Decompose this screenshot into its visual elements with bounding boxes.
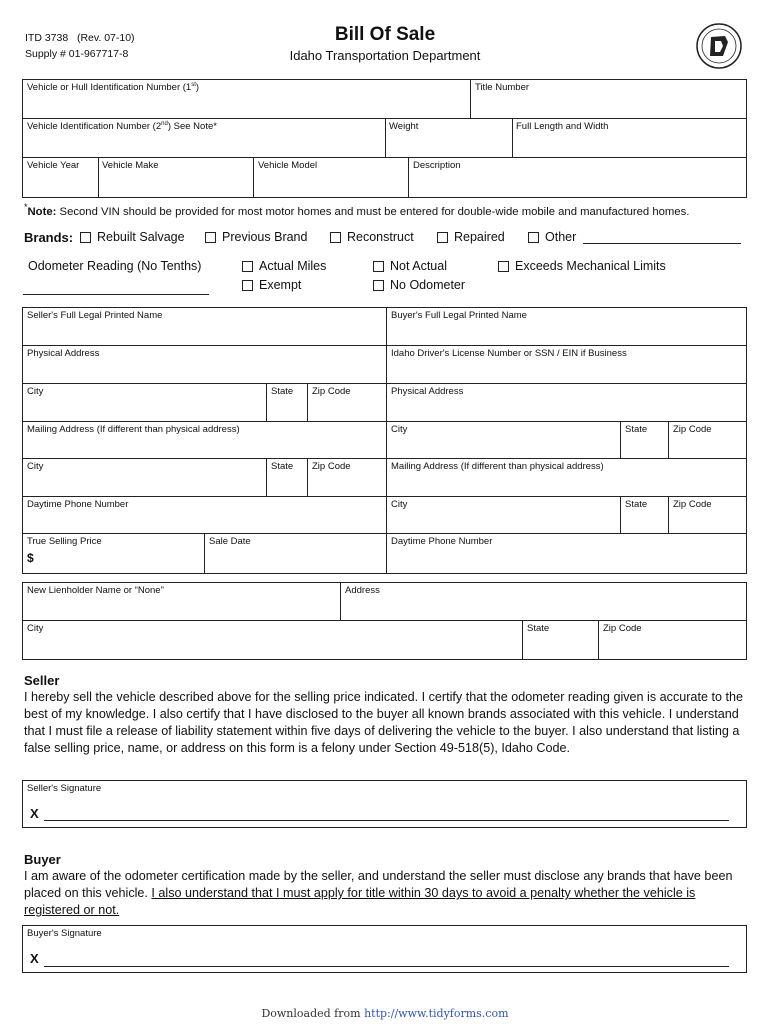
exceeds-limits-label: Exceeds Mechanical Limits bbox=[515, 259, 666, 273]
sale-date-field[interactable]: Sale Date bbox=[209, 536, 251, 547]
footer-prefix: Downloaded from bbox=[261, 1007, 365, 1020]
seller-signature-label: Seller's Signature bbox=[27, 783, 102, 794]
title-number-field[interactable]: Title Number bbox=[475, 82, 530, 93]
other-checkbox[interactable] bbox=[528, 232, 539, 243]
lienholder-name-field[interactable]: New Lienholder Name or “None” bbox=[27, 585, 164, 596]
not-actual-label: Not Actual bbox=[390, 259, 447, 273]
note-star: * bbox=[24, 202, 28, 212]
exempt-checkbox[interactable] bbox=[242, 280, 253, 291]
vehicle-make-field[interactable]: Vehicle Make bbox=[102, 160, 159, 171]
note-text: Second VIN should be provided for most motor homes and must be entered for double-wide mobile and manufactured homes. bbox=[59, 205, 690, 218]
lienholder-city-field[interactable]: City bbox=[27, 623, 44, 634]
buyer-license-field[interactable]: Idaho Driver's License Number or SSN / EIN if Business bbox=[391, 348, 627, 359]
buyer-signature-label: Buyer's Signature bbox=[27, 928, 102, 939]
vehicle-year-field[interactable]: Vehicle Year bbox=[27, 160, 80, 171]
buyer-zip2-field[interactable]: Zip Code bbox=[673, 499, 712, 510]
not-actual-checkbox[interactable] bbox=[373, 261, 384, 272]
odometer-label: Odometer Reading (No Tenths) bbox=[28, 259, 202, 273]
buyer-certification-text bbox=[24, 868, 748, 919]
exempt-label: Exempt bbox=[259, 278, 302, 292]
page-title: Bill Of Sale bbox=[334, 24, 436, 45]
full-length-field[interactable]: Full Length and Width bbox=[516, 121, 609, 132]
previous-brand-label: Previous Brand bbox=[222, 230, 308, 244]
previous-brand-checkbox[interactable] bbox=[205, 232, 216, 243]
buyer-text-underlined: I also understand that I must apply for title within 30 days to avoid a penalty whether the vehicle is registered or not. bbox=[24, 886, 696, 917]
buyer-name-field[interactable]: Buyer's Full Legal Printed Name bbox=[391, 310, 527, 321]
buyer-city-field[interactable]: City bbox=[391, 424, 408, 435]
seller-mailing-address-field[interactable]: Mailing Address (If different than physical address) bbox=[27, 424, 240, 435]
seller-city2-field[interactable]: City bbox=[27, 461, 44, 472]
buyer-x-mark: X bbox=[30, 951, 39, 966]
actual-miles-checkbox[interactable] bbox=[242, 261, 253, 272]
rebuilt-salvage-checkbox[interactable] bbox=[80, 232, 91, 243]
brands-label: Brands: bbox=[24, 230, 74, 245]
seller-physical-address-field[interactable]: Physical Address bbox=[27, 348, 100, 359]
buyer-physical-address-field[interactable]: Physical Address bbox=[391, 386, 464, 397]
vin1-field[interactable] bbox=[27, 82, 199, 93]
vin1-label: Vehicle or Hull Identification Number (1 bbox=[27, 82, 192, 94]
reconstruct-label: Reconstruct bbox=[347, 230, 414, 244]
seller-certification-text: I hereby sell the vehicle described above for the selling price indicated. I certify that the odometer reading given is accurate to the best of my knowledge. I also certify that I have disclosed to the buyer all known brands associated with this vehicle. I understand that I must file a release of liability statement within five days of delivering the vehicle to the buyer. I also understand that listing a false selling price, name, or address on this form is a felony under Section 49-518(5), Idaho Code. bbox=[24, 690, 743, 755]
vin2-suffix: ) See Note* bbox=[167, 121, 217, 133]
buyer-state-field[interactable]: State bbox=[625, 424, 648, 435]
buyer-signature-line[interactable] bbox=[44, 966, 729, 967]
buyer-city2-field[interactable]: City bbox=[391, 499, 408, 510]
no-odometer-checkbox[interactable] bbox=[373, 280, 384, 291]
seller-state2-field[interactable]: State bbox=[271, 461, 294, 472]
lienholder-address-field[interactable]: Address bbox=[345, 585, 380, 596]
lienholder-zip-field[interactable]: Zip Code bbox=[603, 623, 642, 634]
vin1-sup: st bbox=[191, 82, 196, 88]
repaired-checkbox[interactable] bbox=[437, 232, 448, 243]
seller-zip2-field[interactable]: Zip Code bbox=[312, 461, 351, 472]
other-label: Other bbox=[545, 230, 577, 244]
form-id: ITD 3738 bbox=[25, 32, 69, 44]
buyer-zip-field[interactable]: Zip Code bbox=[673, 424, 712, 435]
other-write-in-line[interactable] bbox=[583, 243, 741, 244]
buyer-text-plain: I am aware of the odometer certification made by the seller, and understand the seller must disclose any brands that have been placed on this vehicle. bbox=[24, 869, 733, 900]
buyer-heading: Buyer bbox=[24, 852, 61, 867]
dollar-sign: $ bbox=[27, 551, 34, 565]
actual-miles-label: Actual Miles bbox=[259, 259, 327, 273]
vin2-sup: nd bbox=[161, 121, 168, 127]
seller-city-field[interactable]: City bbox=[27, 386, 44, 397]
vehicle-model-field[interactable]: Vehicle Model bbox=[258, 160, 318, 171]
exceeds-limits-checkbox[interactable] bbox=[498, 261, 509, 272]
repaired-label: Repaired bbox=[454, 230, 505, 244]
weight-field[interactable]: Weight bbox=[389, 121, 419, 132]
vin2-label: Vehicle Identification Number (2 bbox=[27, 121, 162, 133]
selling-price-field[interactable]: True Selling Price bbox=[27, 536, 102, 547]
form-revision: (Rev. 07-10) bbox=[76, 32, 135, 44]
note-label: Note: bbox=[27, 205, 57, 218]
vin2-field[interactable] bbox=[27, 121, 217, 132]
seller-state-field[interactable]: State bbox=[271, 386, 294, 397]
rebuilt-salvage-label: Rebuilt Salvage bbox=[97, 230, 185, 244]
vin1-close: ) bbox=[195, 82, 200, 94]
download-footer bbox=[0, 1007, 770, 1020]
idaho-seal-logo bbox=[695, 22, 743, 70]
seller-heading: Seller bbox=[24, 673, 60, 688]
agency-name: Idaho Transportation Department bbox=[289, 48, 481, 63]
buyer-phone-field[interactable]: Daytime Phone Number bbox=[391, 536, 493, 547]
buyer-state2-field[interactable]: State bbox=[625, 499, 648, 510]
odometer-input-line[interactable] bbox=[23, 294, 209, 295]
footer-link[interactable]: http://www.tidyforms.com bbox=[364, 1007, 509, 1020]
lienholder-state-field[interactable]: State bbox=[527, 623, 550, 634]
description-field[interactable]: Description bbox=[413, 160, 461, 171]
reconstruct-checkbox[interactable] bbox=[330, 232, 341, 243]
seller-signature-line[interactable] bbox=[44, 820, 729, 821]
seller-zip-field[interactable]: Zip Code bbox=[312, 386, 351, 397]
note-line bbox=[24, 202, 689, 218]
seller-name-field[interactable]: Seller's Full Legal Printed Name bbox=[27, 310, 163, 321]
seller-x-mark: X bbox=[30, 806, 39, 821]
seller-phone-field[interactable]: Daytime Phone Number bbox=[27, 499, 129, 510]
supply-number: Supply # 01-967717-8 bbox=[25, 48, 129, 60]
no-odometer-label: No Odometer bbox=[390, 278, 466, 292]
buyer-mailing-address-field[interactable]: Mailing Address (If different than physical address) bbox=[391, 461, 604, 472]
